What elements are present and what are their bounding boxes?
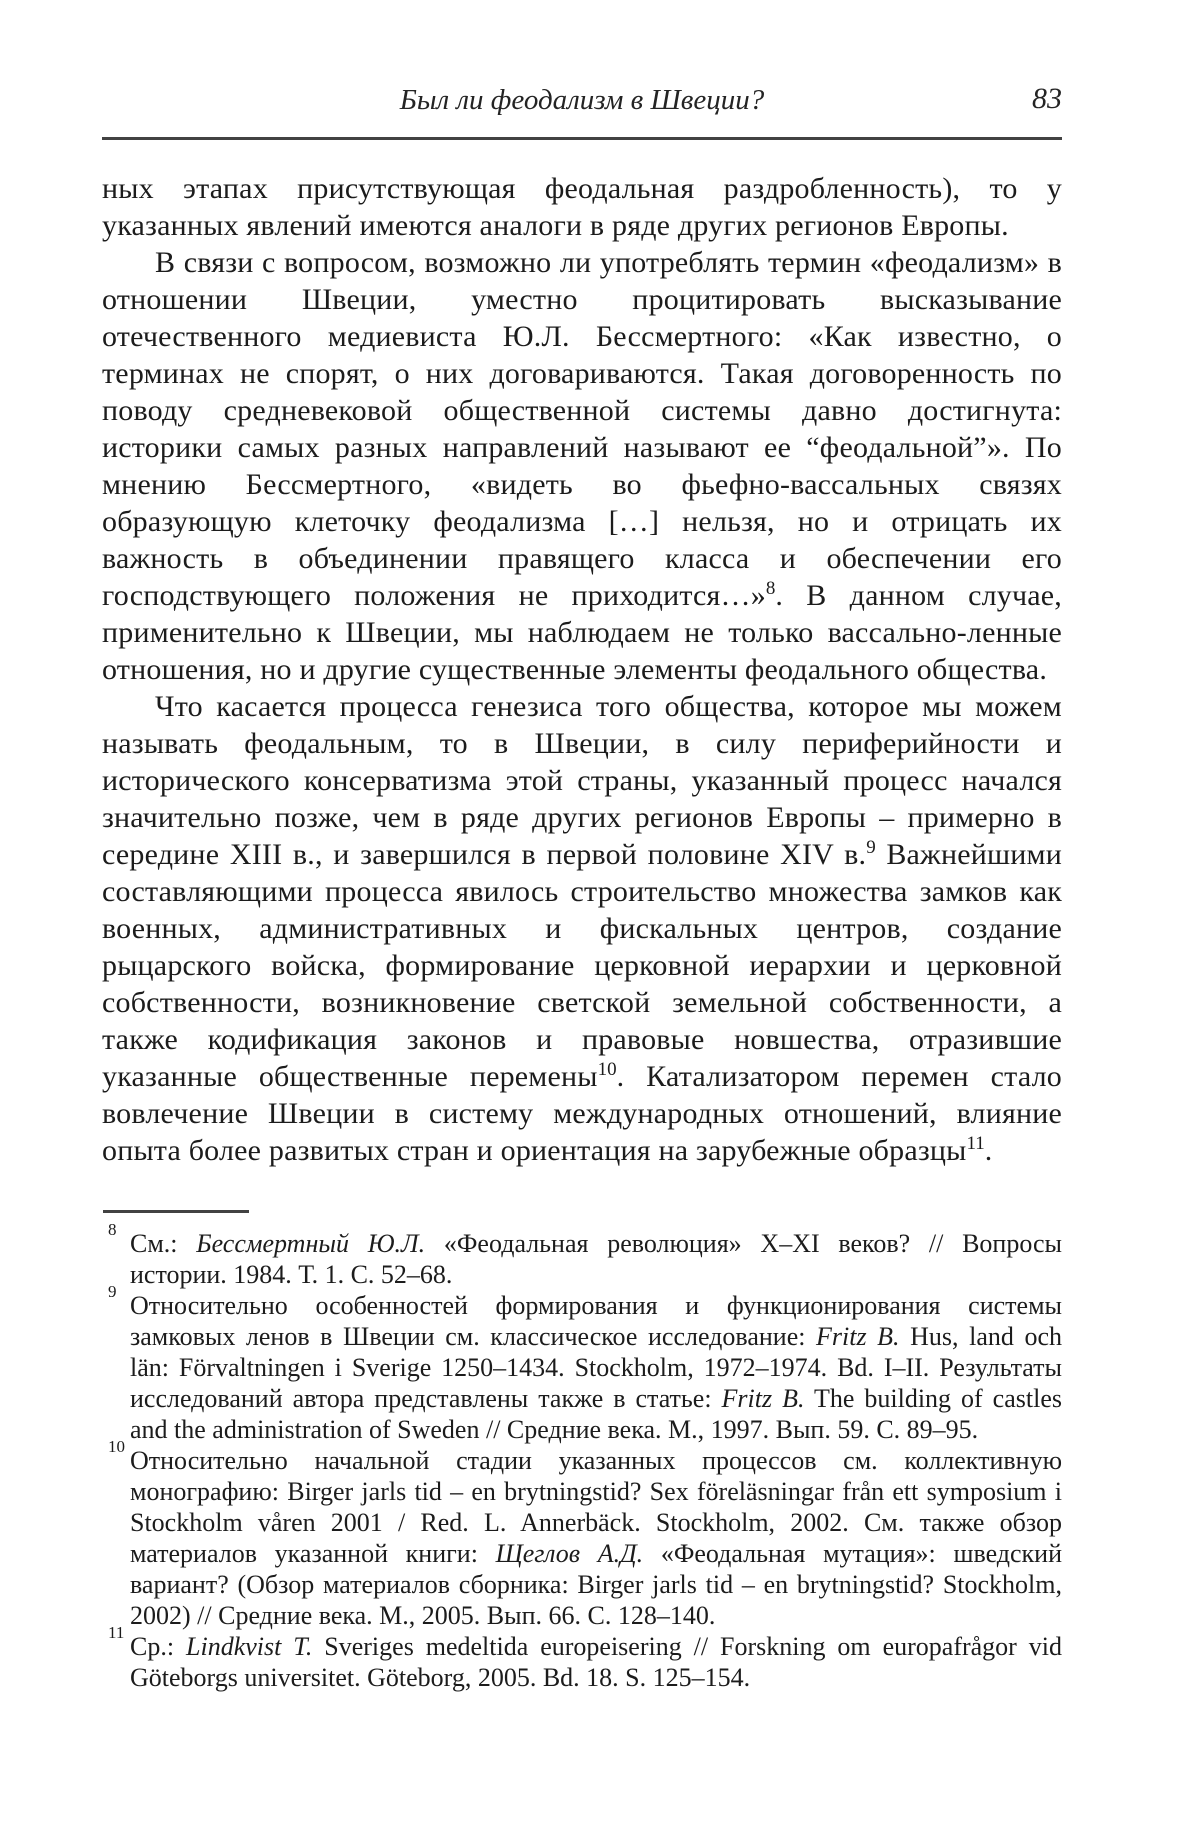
text-run: . Катализатором перемен стало вовлечение Швеции в систему международных отношений, влияние опыта более развитых стран и ориентация на зарубежные образцы <box>102 1060 1062 1167</box>
italic-text-run: Lindkvist T. <box>186 1632 313 1661</box>
text-run: . <box>984 1134 993 1167</box>
text-run: . В данном случае, применительно к Швеции, мы наблюдаем не только вассально-ленные отношения, но и другие существенные элементы феодального общества. <box>102 579 1063 686</box>
italic-text-run: Щеглов А.Д. <box>495 1539 644 1568</box>
text-run: Hus, land och län: Förvaltningen i Sverige 1250–1434. Stockholm, 1972–1974. Bd. I–II. Результаты исследований автора представлены также в статье: <box>130 1322 1062 1413</box>
text-run: Относительно начальной стадии указанных процессов см. коллективную монографию: Birger jarls tid – en brytningstid? Sex föreläsningar från ett symposium i Stockholm våren 2001 / Red. L. Annerbäck. Stockholm, 2002. См. также обзор материалов указанной книги: <box>130 1446 1062 1568</box>
running-title: Был ли феодализм в Швеции? <box>399 84 765 116</box>
footnotes <box>103 1220 1063 1693</box>
footnote-reference: 9 <box>866 837 876 858</box>
body-text <box>102 170 1062 1169</box>
footnote: $^8$ См.: Бессмертный Ю.Л. «Феодальная революция» X–XI веков? // Вопросы истории. 1984. Т. 1. С. 52–68. <box>108 1220 1062 1289</box>
italic-text-run: Бессмертный Ю.Л. <box>196 1229 426 1258</box>
text-run: Важнейшими составляющими процесса явилось строительство множества замков как военных, административных и фискальных центров, создание рыцарского войска, формирование церковной иерархии и церковной собственности, возникновение светской земельной собственности, а также кодификация законов и правовые новшества, отразившие указанные общественные перемены <box>102 838 1062 1093</box>
text-run: См.: <box>130 1229 197 1258</box>
text-run: Что касается процесса генезиса того общества, которое мы можем называть феодальным, то в Швеции, в силу периферийности и исторического консерватизма этой страны, указанный процесс начался значительно позже, чем в ряде других регионов Европы – примерно в середине XIII в., и завершился в первой половине XIV в. <box>102 690 1062 871</box>
text-run: Относительно особенностей формирования и функционирования системы замковых ленов в Швеции см. классическое исследование: <box>130 1291 1062 1351</box>
text-run: ных этапах присутствующая феодальная раздробленность), то у указанных явлений имеются аналоги в ряде других регионов Европы. <box>102 172 1062 242</box>
footnote: $^{11}$ Ср.: Lindkvist T. Sveriges medeltida europeisering // Forskning om europafrågor vid Göteborgs universitet. Göteborg, 2005. Bd. 18. S. 125–154. <box>108 1623 1063 1692</box>
body-paragraph <box>102 170 1062 244</box>
footnote-reference: 11 <box>966 1133 985 1154</box>
page-header <box>102 82 1062 118</box>
header-rule <box>102 137 1062 140</box>
text-run: «Феодальная мутация»: шведский вариант? (Обзор материалов сборника: Birger jarls tid – en brytningstid? Stockholm, 2002) // Средние века. М., 2005. Вып. 66. С. 128–140. <box>130 1539 1063 1630</box>
footnote-reference: 8 <box>765 578 776 599</box>
text-run: The building of castles and the administration of Sweden // Средние века. М., 1997. Вып. 59. С. 89–95. <box>130 1384 1062 1444</box>
footnote: $^{10}$ Относительно начальной стадии указанных процессов см. коллективную монографию: Birger jarls tid – en brytningstid? Sex föreläsningar från ett symposium i Stockholm våren 2001 / Red. L. Annerbäck. Stockholm, 2002. См. также обзор материалов указанной книги: Щеглов А.Д. «Феодальная мутация»: шведский вариант? (Обзор материалов сборника: Birger jarls tid – en brytningstid? Stockholm, 2002) // Средние века. М., 2005. Вып. 66. С. 128–140. <box>108 1437 1063 1630</box>
text-run: «Феодальная революция» X–XI веков? // Вопросы истории. 1984. Т. 1. С. 52–68. <box>130 1229 1062 1289</box>
text-run: В связи с вопросом, возможно ли употреблять термин «феодализм» в отношении Швеции, уместно процитировать высказывание отечественного медиевиста Ю.Л. Бессмертного: «Как известно, о терминах не спорят, о них договариваются. Такая договоренность по поводу средневековой общественной системы давно достигнута: историки самых разных направлений называют ее “феодальной”». По мнению Бессмертного, «видеть во фьефно-вассальных связях образующую клеточку феодализма […] нельзя, но и отрицать их важность в объединении правящего класса и обеспечении его господствующего положения не приходится…» <box>102 246 1062 612</box>
page-number: 83 <box>1032 82 1062 115</box>
text-run: Sveriges medeltida europeisering // Forskning om europafrågor vid Göteborgs universitet. Göteborg, 2005. Bd. 18. S. 125–154. <box>130 1632 1063 1692</box>
body-paragraph <box>102 244 1062 688</box>
text-run: Ср.: <box>130 1632 187 1661</box>
footnote: $^9$ Относительно особенностей формирования и функционирования системы замковых ленов в Швеции см. классическое исследование: Fritz B. Hus, land och län: Förvaltningen i Sverige 1250–1434. Stockholm, 1972–1974. Bd. I–II. Результаты исследований автора представлены также в статье: Fritz B. The building of castles and the administration of Sweden // Средние века. М., 1997. Вып. 59. С. 89–95. <box>108 1282 1062 1444</box>
body-paragraph <box>102 688 1062 1169</box>
footnote-separator <box>103 1210 249 1213</box>
italic-text-run: Fritz B. <box>816 1322 900 1351</box>
footnote-reference: 10 <box>597 1059 617 1080</box>
italic-text-run: Fritz B. <box>721 1384 805 1413</box>
